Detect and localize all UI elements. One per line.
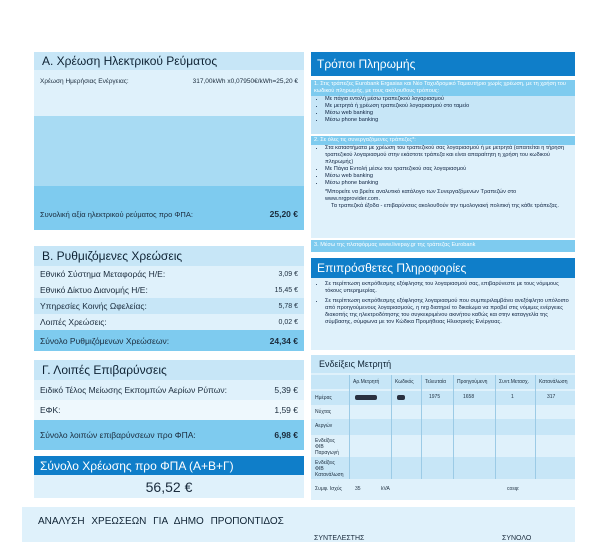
- power-label: Συμφ. Ισχύς: [315, 486, 342, 492]
- section-a-total-value: 25,20 €: [269, 209, 298, 219]
- bottom-col-factor: ΣΥΝΤΕΛΕΣΤΗΣ: [314, 535, 365, 542]
- section-a-total-label: Συνολική αξία ηλεκτρικού ρεύματος προ ΦΠΑ:: [40, 210, 193, 219]
- section-b-title: Β. Ρυθμιζόμενες Χρεώσεις: [34, 246, 304, 266]
- row-label: Εθνικό Σύστημα Μεταφοράς Η/Ε:: [40, 269, 166, 279]
- meter-row-label: Ενδείξεις ΦΙΒ Κατανάλωση: [315, 460, 344, 478]
- list-item: • Μέσω web banking: [325, 173, 575, 180]
- power-unit: kVA: [381, 486, 390, 492]
- meter-multiplier: 1: [511, 394, 514, 400]
- list-item: • Μέσω web banking: [325, 110, 575, 117]
- meter-header: Προηγούμενη: [457, 379, 488, 385]
- meter-header: Αρ.Μετρητή: [353, 379, 380, 385]
- section-a: [34, 52, 304, 230]
- list-item: • Σε περίπτωση εκπρόθεσμης εξόφλησης του λογαριασμού σας, επιβαρύνεστε με τους νόμιμους τόκους υπερημερίας.: [325, 281, 575, 295]
- section-c-total-row: [34, 420, 304, 450]
- list-item: • Μέσω phone banking: [325, 180, 575, 187]
- payment-s2-head: 2. Σε όλες τις συνεργαζόμενες τράπεζες*:: [311, 136, 575, 145]
- section-b-total-row: [34, 330, 304, 351]
- meter-row-label: Ημέρας: [315, 395, 332, 401]
- section-c-total-value: 6,98 €: [274, 430, 298, 440]
- row-value: 15,45 €: [274, 286, 298, 294]
- section-c-body: [34, 380, 304, 450]
- list-item: • Μέσω phone banking: [325, 117, 575, 124]
- row-label: Λοιπές Χρεώσεις:: [40, 317, 107, 327]
- row-label: Εθνικό Δίκτυο Διανομής Η/Ε:: [40, 285, 148, 295]
- additional-info: [311, 258, 575, 350]
- meter-header: Τελευταία: [425, 379, 446, 385]
- section-c: [34, 360, 304, 450]
- meter-divider: [453, 375, 454, 479]
- meter-number-redacted: [355, 395, 377, 400]
- bottom-section: [22, 507, 575, 542]
- meter-last: 1975: [429, 394, 441, 400]
- power-value: 35: [355, 486, 361, 492]
- section-c-row: [34, 380, 304, 400]
- meter-header: Κωδικός: [395, 379, 414, 385]
- meter-divider: [495, 375, 496, 479]
- row-value: 0,02 €: [278, 318, 298, 326]
- meter-consumption: 317: [547, 394, 556, 400]
- payment-s2: [311, 136, 575, 238]
- section-c-row: [34, 400, 304, 420]
- section-b: [34, 246, 304, 351]
- meter-header: Συντ.Μετασχ.: [499, 379, 529, 385]
- bottom-col-total: ΣΥΝΟΛΟ: [502, 535, 532, 542]
- grand-total-title: Σύνολο Χρέωσης προ ΦΠΑ (Α+Β+Γ): [34, 456, 304, 475]
- additional-info-title: Επιπρόσθετες Πληροφορίες: [311, 258, 575, 278]
- row-value: 3,09 €: [278, 270, 298, 278]
- payment-note-1: *Μπορείτε να βρείτε αναλυτικό κατάλογο των Συνεργαζόμενων Τραπεζών στο www.nrgprovider.com.: [325, 189, 517, 202]
- bottom-title: ΑΝΑΛΥΣΗ ΧΡΕΩΣΕΩΝ ΓΙΑ ΔΗΜΟ ΠΡΟΠΟΝΤΙΔΟΣ: [38, 516, 284, 527]
- meter-divider: [349, 375, 350, 479]
- meter-divider: [391, 375, 392, 479]
- payment-section: [311, 52, 575, 252]
- meter-previous: 1658: [463, 394, 475, 400]
- list-item: • Με μετρητά ή χρέωση τραπεζικού λογαριασμού στο ταμείο: [325, 103, 575, 110]
- payment-s2-list: [311, 145, 575, 187]
- row-value: 5,39 €: [274, 385, 298, 395]
- payment-s1-list: [311, 96, 575, 124]
- section-a-daily-row: [34, 70, 304, 116]
- meter-divider: [421, 375, 422, 479]
- daily-energy-value: 317,00kWh x0,07950€/kWh=25,20 €: [192, 78, 298, 85]
- section-b-body: [34, 266, 304, 351]
- payment-title: Τρόποι Πληρωμής: [311, 52, 575, 76]
- section-a-total-row: [34, 186, 304, 230]
- list-item: • Με Πάγια Εντολή μέσω του τραπεζικού σας λογαριασμού: [325, 166, 575, 173]
- meter-header: Κατανάλωση: [539, 379, 568, 385]
- cos-label: cosφ:: [507, 486, 520, 492]
- section-b-row: [34, 282, 304, 298]
- list-item: • Σε περίπτωση εκπρόθεσμης εξόφλησης λογαριασμού που συμπεριλαμβάνει ανεξόφλητο υπόλοιπο από προηγούμενους λογαριασμούς, η nrg διατηρεί το δικαίωμα να προβεί στις νόμιμες ενέργειες διακοπής της ηλεκτροδότησης του συγκεκριμένου ακινήτου καθώς και στην καταγγελία της σύμβασης, σύμφωνα με τον Κώδικα Προμήθειας Ηλεκτρικής Ενέργειας.: [325, 298, 575, 326]
- list-item: • Με πάγια εντολή μέσω τραπεζικού λογαριασμού: [325, 96, 575, 103]
- grand-total-value: 56,52 €: [145, 478, 193, 495]
- grand-total: [34, 456, 304, 498]
- section-b-total-label: Σύνολο Ρυθμιζόμενων Χρεώσεων:: [40, 335, 170, 346]
- section-c-total-label: Σύνολο λοιπών επιβαρύνσεων προ ΦΠΑ:: [40, 430, 196, 440]
- section-a-spacer: [34, 116, 304, 186]
- row-label: Ειδικό Τέλος Μείωσης Εκπομπών Αερίων Ρύπων:: [40, 385, 227, 395]
- section-b-total-value: 24,34 €: [269, 335, 298, 346]
- row-value: 5,78 €: [278, 302, 298, 310]
- meter-code-redacted: [397, 395, 405, 400]
- payment-s1: [311, 80, 575, 134]
- payment-s1-head: 1. Στις τράπεζες Eurobank Ergasias και Νέο Ταχυδρομικό Ταμιευτήριο χωρίς χρέωση, με τη χρήση του κωδικού πληρωμής, με τους ακόλουθους τρόπους:: [311, 80, 575, 96]
- payment-note-2: Τα τραπεζικά έξοδα - επιβαρύνσεις ακολουθούν την τιμολογιακή πολιτική της κάθε τράπεζας.: [331, 203, 559, 209]
- section-c-title: Γ. Λοιπές Επιβαρύνσεις: [34, 360, 304, 380]
- section-a-title: Α. Χρέωση Ηλεκτρικού Ρεύματος: [34, 52, 304, 70]
- grand-total-value-box: [34, 475, 304, 498]
- meter-title: Ενδείξεις Μετρητή: [311, 355, 575, 373]
- row-value: 1,59 €: [274, 405, 298, 415]
- additional-info-list: [311, 278, 575, 326]
- meter-footer: [311, 481, 575, 497]
- list-item: • Στα καταστήματα με χρέωση του τραπεζικού σας λογαριασμού ή με μετρητά (απαιτείται η τήρηση τραπεζικού λογαριασμού στην εκάστοτε τράπεζα και είναι απαραίτητη η χρήση του κωδικού πληρωμής): [325, 145, 575, 166]
- meter-row-label: Αεργών: [315, 423, 333, 429]
- section-b-row: [34, 314, 304, 330]
- additional-info-body: [311, 278, 575, 350]
- section-b-row: [34, 266, 304, 282]
- meter-section: [311, 355, 575, 500]
- daily-energy-label: Χρέωση Ημερήσιας Ενέργειας:: [40, 78, 129, 85]
- meter-row-label: Ενδείξεις ΦΙΒ Παραγωγή: [315, 438, 339, 456]
- row-label: ΕΦΚ:: [40, 405, 61, 415]
- meter-row-label: Νύχτας: [315, 409, 332, 415]
- meter-divider: [535, 375, 536, 479]
- payment-s3-head: 3. Μέσω της πλατφόρμας www.livepay.gr της τράπεζας Eurobank: [311, 240, 575, 252]
- row-label: Υπηρεσίες Κοινής Ωφελείας:: [40, 301, 147, 311]
- section-b-row: [34, 298, 304, 314]
